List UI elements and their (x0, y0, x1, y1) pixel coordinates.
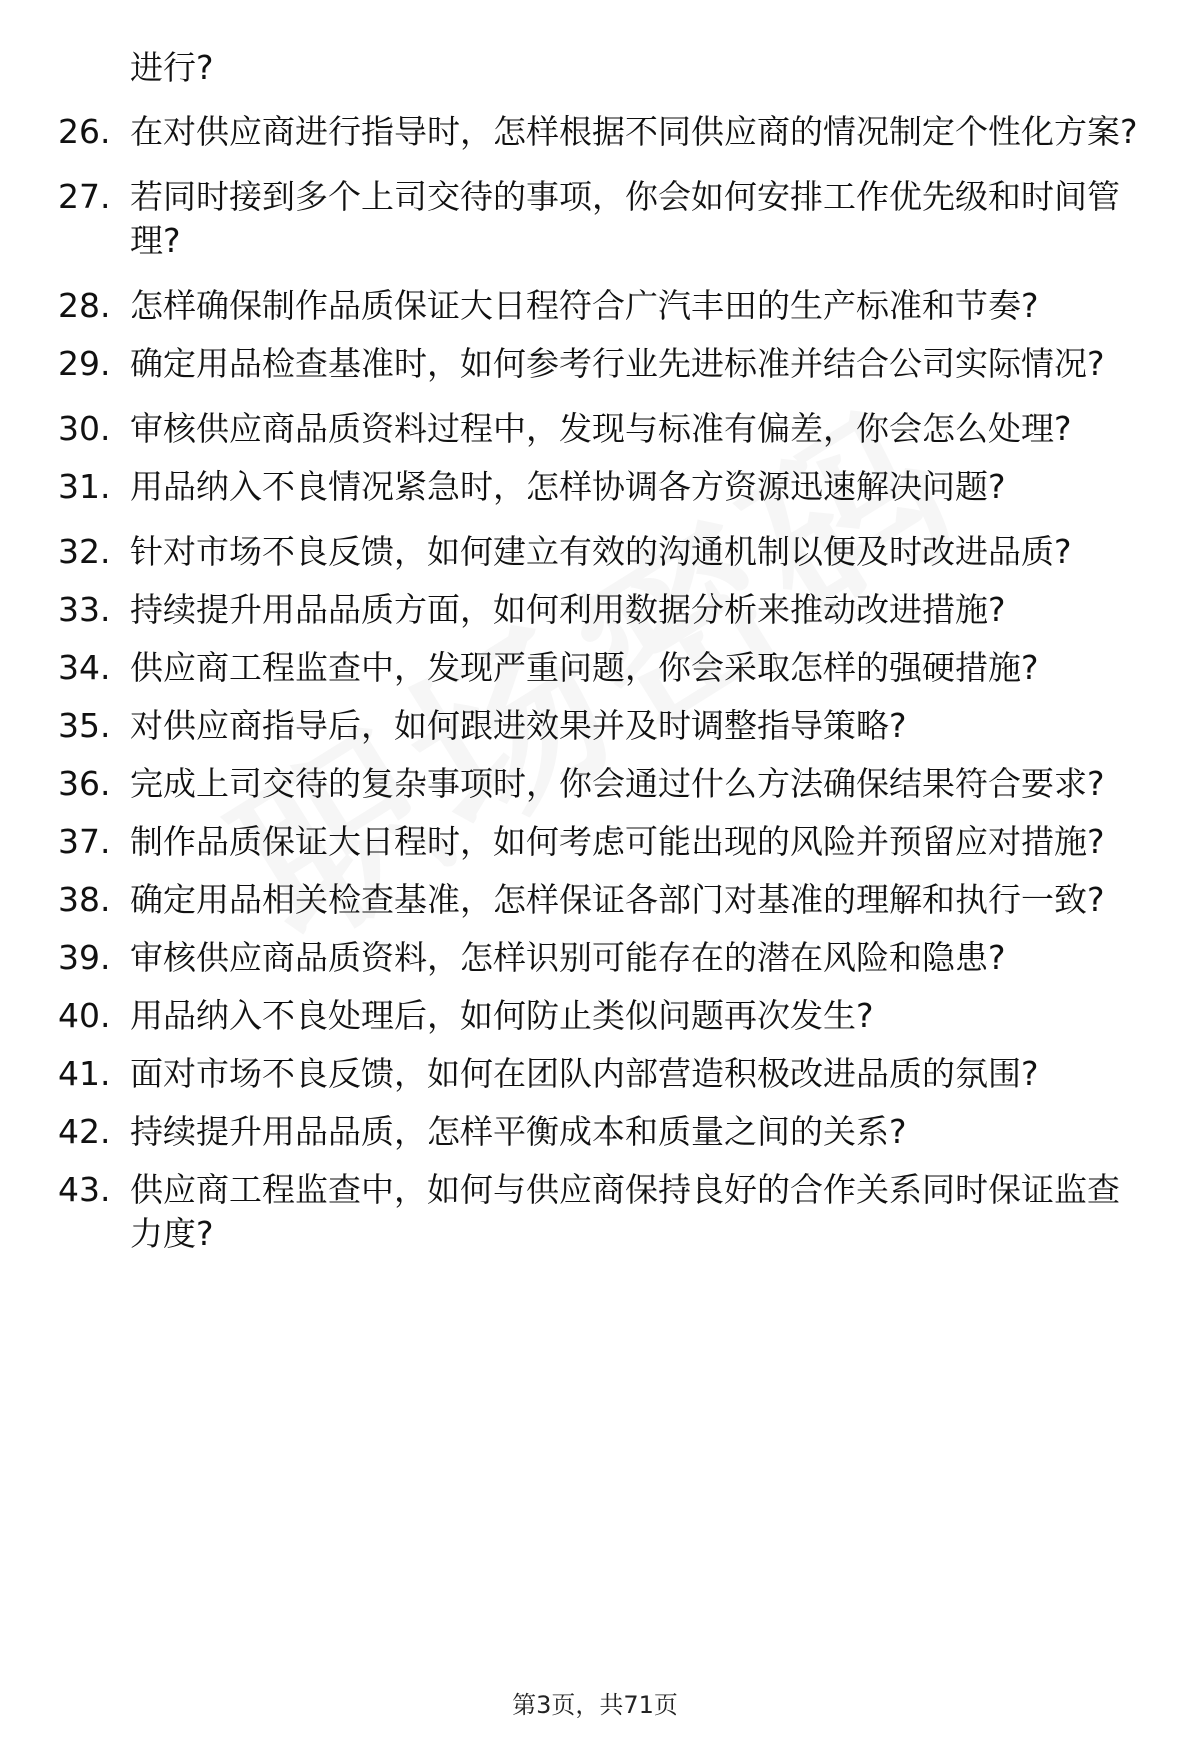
question-list (0, 46, 1190, 1256)
question-number: 39. (58, 938, 111, 977)
question-text: 进行? (130, 48, 214, 87)
question-number: 35. (58, 706, 111, 745)
question-text: 审核供应商品质资料，怎样识别可能存在的潜在风险和隐患? (130, 938, 1006, 977)
question-text: 持续提升用品品质，怎样平衡成本和质量之间的关系? (130, 1112, 907, 1151)
question-text: 若同时接到多个上司交待的事项，你会如何安排工作优先级和时间管理? (130, 177, 1120, 260)
question-item (0, 465, 1190, 509)
question-text: 确定用品检查基准时，如何参考行业先进标准并结合公司实际情况? (130, 344, 1105, 383)
question-item (0, 994, 1190, 1038)
question-item (0, 407, 1190, 451)
question-number: 28. (58, 286, 111, 325)
question-item (0, 342, 1190, 386)
question-text: 供应商工程监查中，如何与供应商保持良好的合作关系同时保证监查力度? (130, 1170, 1120, 1253)
question-text: 供应商工程监查中，发现严重问题，你会采取怎样的强硬措施? (130, 648, 1039, 687)
question-item (0, 936, 1190, 980)
question-item (0, 284, 1190, 328)
question-item (0, 46, 1190, 90)
question-number: 36. (58, 764, 111, 803)
question-item (0, 1168, 1190, 1256)
question-item (0, 1052, 1190, 1096)
question-number: 43. (58, 1170, 111, 1209)
question-text: 在对供应商进行指导时，怎样根据不同供应商的情况制定个性化方案? (130, 112, 1138, 151)
question-number: 33. (58, 590, 111, 629)
question-number: 41. (58, 1054, 111, 1093)
page-number: 第3页，共71页 (512, 1691, 678, 1719)
question-item (0, 646, 1190, 690)
question-item (0, 704, 1190, 748)
question-number: 30. (58, 409, 111, 448)
question-number: 42. (58, 1112, 111, 1151)
question-item (0, 1110, 1190, 1154)
question-item (0, 110, 1190, 154)
question-text: 用品纳入不良情况紧急时，怎样协调各方资源迅速解决问题? (130, 467, 1006, 506)
question-text: 制作品质保证大日程时，如何考虑可能出现的风险并预留应对措施? (130, 822, 1105, 861)
question-text: 面对市场不良反馈，如何在团队内部营造积极改进品质的氛围? (130, 1054, 1039, 1093)
question-text: 用品纳入不良处理后，如何防止类似问题再次发生? (130, 996, 874, 1035)
question-number: 27. (58, 177, 111, 216)
question-item (0, 175, 1190, 263)
question-number: 32. (58, 532, 111, 571)
question-item (0, 530, 1190, 574)
question-text: 对供应商指导后，如何跟进效果并及时调整指导策略? (130, 706, 907, 745)
question-item (0, 820, 1190, 864)
question-item (0, 878, 1190, 922)
question-number: 34. (58, 648, 111, 687)
question-number: 40. (58, 996, 111, 1035)
question-number: 29. (58, 344, 111, 383)
question-text: 审核供应商品质资料过程中，发现与标准有偏差，你会怎么处理? (130, 409, 1072, 448)
question-text: 确定用品相关检查基准，怎样保证各部门对基准的理解和执行一致? (130, 880, 1105, 919)
question-item (0, 588, 1190, 632)
question-number: 37. (58, 822, 111, 861)
question-number: 31. (58, 467, 111, 506)
question-text: 完成上司交待的复杂事项时，你会通过什么方法确保结果符合要求? (130, 764, 1105, 803)
question-text: 怎样确保制作品质保证大日程符合广汽丰田的生产标准和节奏? (130, 286, 1039, 325)
question-text: 针对市场不良反馈，如何建立有效的沟通机制以便及时改进品质? (130, 532, 1072, 571)
question-number: 38. (58, 880, 111, 919)
question-text: 持续提升用品品质方面，如何利用数据分析来推动改进措施? (130, 590, 1006, 629)
question-item (0, 762, 1190, 806)
question-number: 26. (58, 112, 111, 151)
